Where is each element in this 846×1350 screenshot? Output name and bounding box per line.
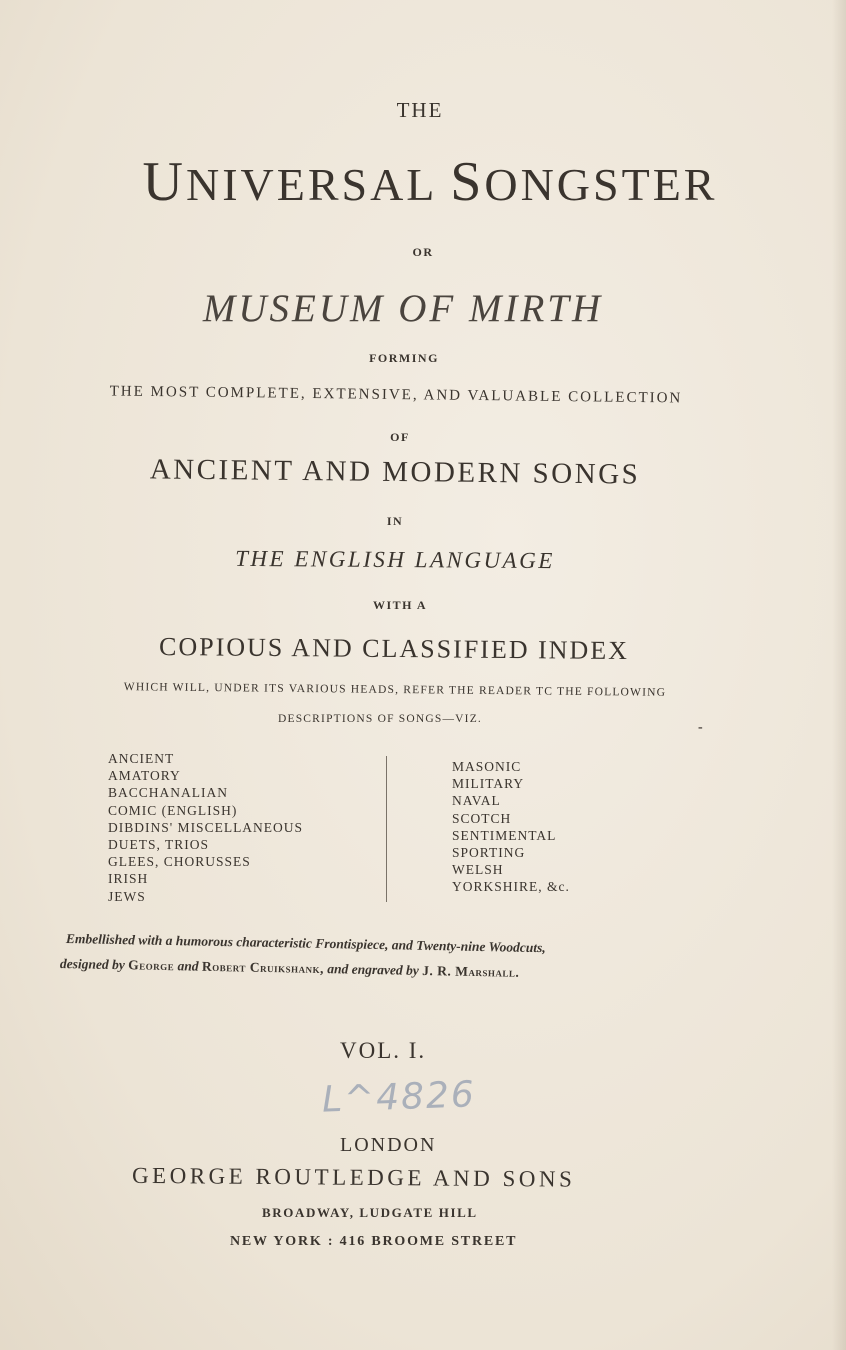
engraver-marshall: J. R. Marshall. bbox=[422, 962, 520, 980]
word-forming: FORMING bbox=[369, 351, 439, 365]
index-heading: COPIOUS AND CLASSIFIED INDEX bbox=[158, 631, 630, 666]
list-item: COMIC (ENGLISH) bbox=[108, 802, 238, 818]
list-item: WELSH bbox=[452, 862, 504, 878]
publisher-city: LONDON bbox=[340, 1134, 437, 1156]
list-item: BACCHANALIAN bbox=[108, 785, 228, 801]
and-text: and bbox=[177, 958, 199, 974]
conjunction-or: OR bbox=[412, 245, 434, 259]
description-line: THE MOST COMPLETE, EXTENSIVE, AND VALUABLE COLLECTION bbox=[109, 383, 683, 407]
list-item: JEWS bbox=[108, 888, 146, 904]
word-in: IN bbox=[386, 514, 404, 528]
column-divider bbox=[386, 756, 387, 902]
stray-dash: - bbox=[698, 720, 703, 735]
publisher-name: GEORGE ROUTLEDGE AND SONS bbox=[131, 1162, 576, 1192]
descriptions-line: DESCRIPTIONS OF SONGS—VIZ. bbox=[277, 713, 483, 725]
list-item: IRISH bbox=[108, 871, 149, 887]
category-list-left bbox=[108, 750, 303, 905]
list-item: AMATORY bbox=[108, 768, 181, 784]
index-description: WHICH WILL, UNDER ITS VARIOUS HEADS, REFER THE READER TC THE FOLLOWING bbox=[123, 681, 667, 699]
main-title-initial-u: U bbox=[142, 151, 186, 213]
list-item: GLEES, CHORUSSES bbox=[108, 854, 251, 870]
designer-george: George bbox=[128, 957, 175, 974]
list-item: MASONIC bbox=[452, 759, 522, 774]
words-with-a: WITH A bbox=[372, 598, 427, 612]
subtitle: MUSEUM OF MIRTH bbox=[202, 287, 604, 330]
designed-by-text: designed by bbox=[59, 956, 126, 973]
list-item: SENTIMENTAL bbox=[452, 827, 557, 843]
word-of: OF bbox=[390, 430, 410, 444]
list-item: SCOTCH bbox=[452, 810, 512, 826]
publisher-new-york: NEW YORK : 416 BROOME STREET bbox=[230, 1234, 518, 1249]
list-item: SPORTING bbox=[452, 845, 526, 861]
list-item: YORKSHIRE, &c. bbox=[452, 879, 570, 895]
ancient-modern-heading: ANCIENT AND MODERN SONGS bbox=[149, 453, 641, 491]
list-item: DIBDINS' MISCELLANEOUS bbox=[108, 819, 304, 835]
list-item: NAVAL bbox=[452, 793, 501, 809]
main-title bbox=[60, 150, 800, 214]
language-heading: THE ENGLISH LANGUAGE bbox=[235, 545, 555, 574]
library-stamp: L^4826 bbox=[321, 1074, 477, 1121]
publisher-address: BROADWAY, LUDGATE HILL bbox=[262, 1205, 478, 1220]
main-title-songster-rest: ONGSTER bbox=[484, 159, 718, 210]
main-title-initial-s: S bbox=[450, 151, 485, 213]
list-item: DUETS, TRIOS bbox=[108, 837, 210, 853]
list-item: MILITARY bbox=[452, 776, 525, 792]
page-edge-shadow bbox=[832, 0, 846, 1350]
embellished-line-2 bbox=[60, 956, 520, 981]
volume-number: VOL. I. bbox=[340, 1038, 427, 1063]
category-list-right bbox=[452, 758, 570, 896]
title-the: THE bbox=[396, 98, 444, 122]
engraved-by-text: and engraved by bbox=[327, 961, 419, 978]
list-item: ANCIENT bbox=[108, 751, 175, 766]
designer-robert-cruikshank: Robert Cruikshank, bbox=[201, 958, 325, 977]
main-title-universal-rest: NIVERSAL bbox=[185, 159, 451, 210]
embellished-line-1: Embellished with a humorous characteristic Frontispiece, and Twenty-nine Woodcuts, bbox=[65, 931, 546, 956]
